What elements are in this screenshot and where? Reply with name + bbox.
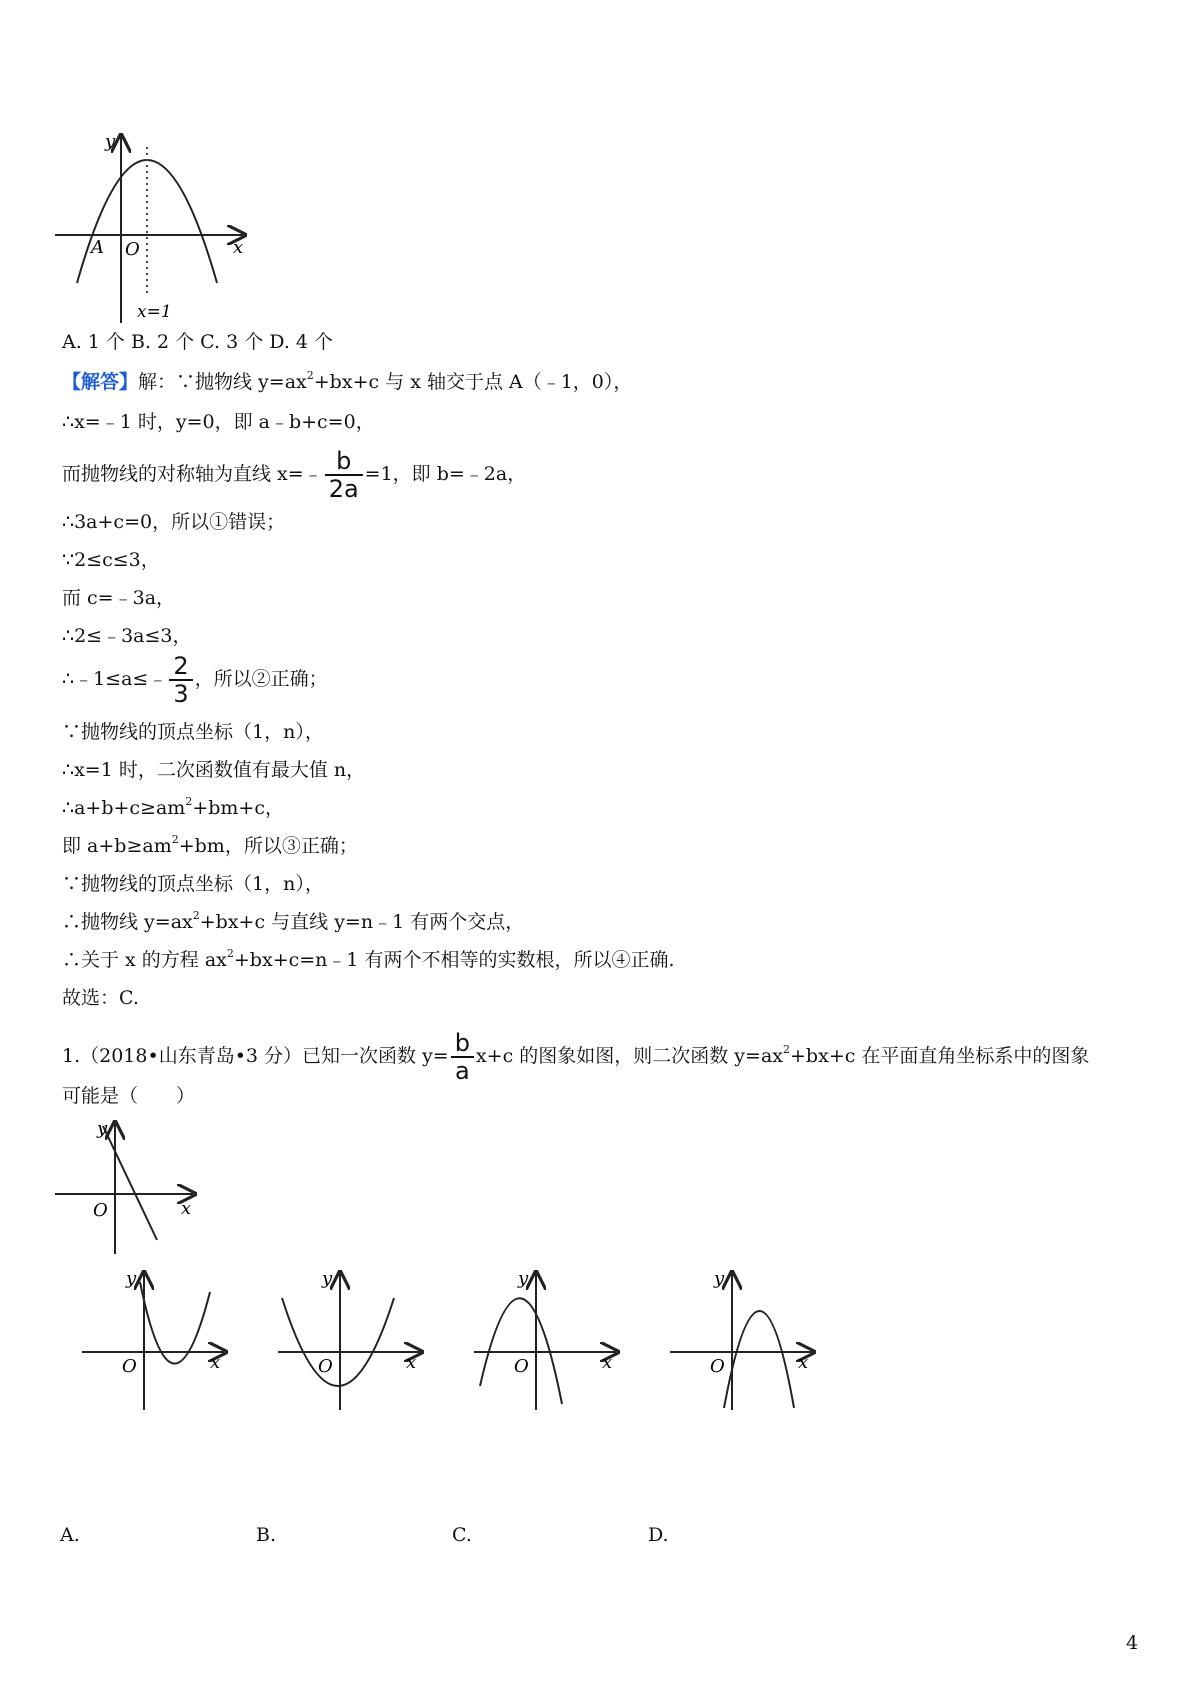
solution-line-4: ∴3a+c=0，所以①错误；: [62, 511, 286, 533]
solution-line-5: ∵2≤c≤3，: [62, 549, 160, 571]
solution-line-7: ∴2≤﹣3a≤3，: [62, 625, 192, 647]
parabola-curve: [282, 1298, 394, 1386]
y-label: y: [97, 1118, 108, 1139]
svg-text:y: y: [714, 1268, 725, 1289]
linear-graph: [103, 1126, 157, 1240]
solution-line-3: 而抛物线的对称轴为直线 x=﹣ $\frac{b}{2a}$ =1，即 b=﹣2a，: [62, 447, 527, 503]
choice-c-graph: [474, 1268, 624, 1418]
choice-d-graph: [670, 1268, 820, 1418]
choice-c-label: C.: [452, 1524, 472, 1546]
svg-text:O: O: [514, 1356, 529, 1377]
answer-options: A. 1 个 B. 2 个 C. 3 个 D. 4 个: [62, 331, 334, 353]
solution-line-6: 而 c=﹣3a，: [62, 587, 176, 609]
origin-label: O: [93, 1200, 108, 1221]
solution-line-12: 即 $a+b\ge am^2+bm$，所以③正确；: [62, 833, 358, 857]
question-line-1: 1.（2018•山东青岛•3 分）已知一次函数 y= $\frac{b}{a}$ x+c 的图象如图，则二次函数 $y=ax^2+bx+c$ 在平面直角坐标系中的图象: [62, 1029, 1090, 1085]
choice-b-graph: [278, 1268, 428, 1418]
solution-line-14: ∴抛物线 $y=ax^2+bx+c$ 与直线 y=n﹣1 有两个交点，: [62, 909, 525, 933]
solution-line-11: $\therefore a+b+c\ge am^2+bm+c$，: [62, 795, 284, 819]
solution-tag: 【解答】: [62, 371, 139, 393]
solution-line-10: ∴x=1 时，二次函数值有最大值 n，: [62, 759, 366, 781]
solution-line-1: 【解答】解：∵抛物线 $y=ax^2+bx+c$ 与 x 轴交于点 A（﹣1，0），: [62, 369, 633, 393]
parabola-curve: [724, 1311, 794, 1408]
svg-text:y: y: [126, 1268, 137, 1289]
solution-line-2: ∴x=﹣1 时，y=0，即 a﹣b+c=0，: [62, 411, 375, 433]
svg-text:x: x: [210, 1352, 221, 1373]
symmetry-axis-label: x=1: [137, 302, 172, 322]
question-line-2: 可能是（ ）: [62, 1085, 196, 1107]
solution-line-13: ∵抛物线的顶点坐标（1，n），: [62, 873, 324, 895]
solution-line-15: ∴关于 x 的方程 $ax^2+bx+c=n﹣1$ 有两个不相等的实数根，所以④正确.: [62, 947, 675, 971]
y-label: y: [105, 131, 116, 152]
fraction-b-over-a: $\frac{b}{a}$: [451, 1030, 474, 1084]
choice-a-graph: [82, 1268, 232, 1418]
x-label: x: [181, 1198, 192, 1219]
svg-text:x: x: [602, 1352, 613, 1373]
page-number: 4: [1126, 1632, 1139, 1654]
x-label: x: [233, 237, 244, 258]
solution-line-16: 故选：C.: [62, 987, 139, 1009]
svg-text:O: O: [122, 1356, 137, 1377]
svg-text:y: y: [322, 1268, 333, 1289]
point-a-label: A: [91, 237, 104, 258]
choice-a-label: A.: [60, 1524, 80, 1546]
fraction-b-over-2a: $\frac{b}{2a}$: [325, 448, 363, 502]
fraction-2-over-3: $\frac{2}{3}$: [169, 653, 192, 707]
solution-line-8: ∴﹣1≤a≤﹣ $\frac{2}{3}$ ，所以②正确；: [62, 652, 328, 708]
choice-b-label: B.: [256, 1524, 277, 1546]
origin-label: O: [125, 239, 140, 260]
svg-text:O: O: [710, 1356, 725, 1377]
svg-text:O: O: [318, 1356, 333, 1377]
parabola-figure: [55, 125, 275, 345]
svg-text:y: y: [518, 1268, 529, 1289]
solution-line-9: ∵抛物线的顶点坐标（1，n），: [62, 721, 324, 743]
svg-text:x: x: [406, 1352, 417, 1373]
linear-function-figure: [55, 1118, 215, 1258]
svg-text:x: x: [798, 1352, 809, 1373]
choice-d-label: D.: [648, 1524, 669, 1546]
